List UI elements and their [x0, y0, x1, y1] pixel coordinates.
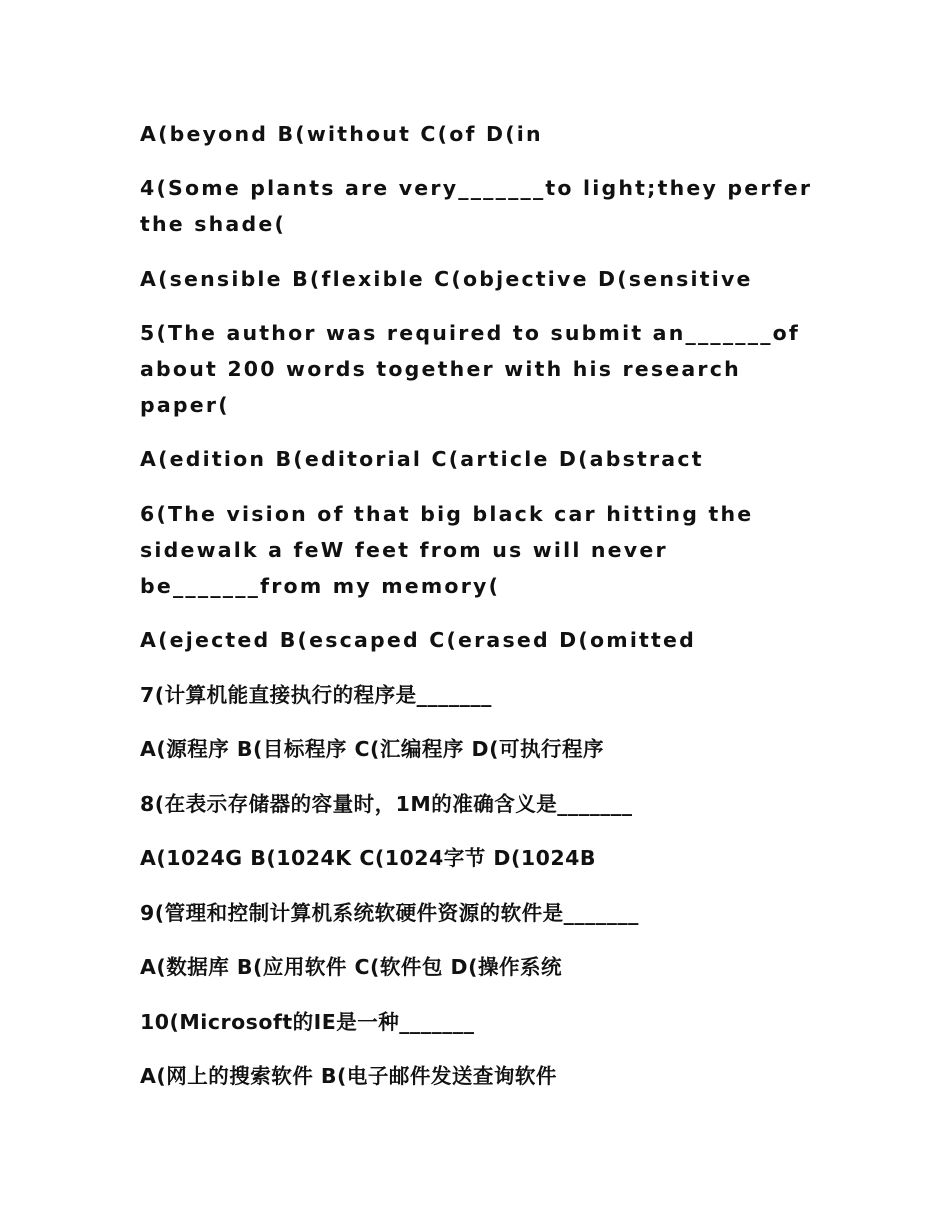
- answer-options-q10: A(网上的搜索软件 B(电子邮件发送查询软件: [140, 1064, 557, 1088]
- question-6: 6(The vision of that big black car hitting the sidewalk a feW feet from us will never be_______from my memory(: [140, 502, 763, 598]
- question-10: 10(Microsoft的IE是一种_______: [140, 1010, 475, 1034]
- answer-options-q4: A(sensible B(flexible C(objective D(sensitive: [140, 267, 753, 291]
- question-8: 8(在表示存储器的容量时，1M的准确含义是_______: [140, 792, 633, 816]
- question-4: 4(Some plants are very_______to light;they perfer the shade(: [140, 176, 822, 236]
- answer-options-q5: A(edition B(editorial C(article D(abstract: [140, 447, 704, 471]
- answer-options-q3: A(beyond B(without C(of D(in: [140, 122, 543, 146]
- answer-options-q8: A(1024G B(1024K C(1024字节 D(1024B: [140, 846, 596, 870]
- question-7: 7(计算机能直接执行的程序是_______: [140, 683, 492, 707]
- question-5: 5(The author was required to submit an_______of about 200 words together with his research paper(: [140, 321, 810, 417]
- answer-options-q7: A(源程序 B(目标程序 C(汇编程序 D(可执行程序: [140, 737, 604, 761]
- answer-options-q6: A(ejected B(escaped C(erased D(omitted: [140, 628, 697, 652]
- answer-options-q9: A(数据库 B(应用软件 C(软件包 D(操作系统: [140, 955, 562, 979]
- question-9: 9(管理和控制计算机系统软硬件资源的软件是_______: [140, 901, 639, 925]
